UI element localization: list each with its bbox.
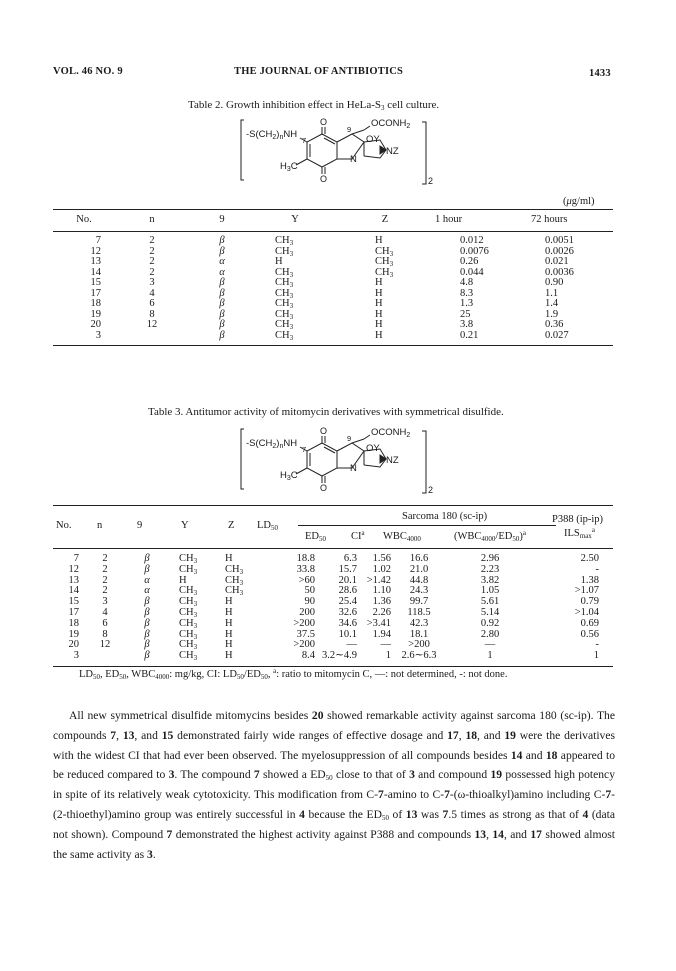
table3-header-y: Y (181, 520, 189, 531)
table-cell: $CH_3$ (275, 287, 294, 300)
structure-oy: OY (366, 134, 380, 145)
table-cell: 2 (149, 235, 155, 246)
table3-header-p388: P388 (ip-ip) (552, 514, 604, 525)
compound-number: 18 (68, 617, 79, 629)
table-cell: $CH_3$ (275, 298, 294, 310)
table-cell: $CH_3$ (179, 553, 198, 565)
table-cell: $CH_3$ (375, 266, 394, 279)
table-cell: 2 (149, 266, 155, 278)
table2-header-9: 9 (219, 214, 225, 225)
structure-nz: NZ (386, 455, 399, 466)
table-cell: 0.69 (580, 617, 599, 629)
table3-header-ils: $ILS_{max}^a$ (564, 526, 595, 540)
compound-number: 15 (90, 277, 101, 288)
table-cell: $CH_3$ (275, 245, 294, 258)
table-cell: 6.3 (343, 553, 357, 564)
table-cell: $CH_3$ (275, 277, 294, 289)
table-row (53, 247, 613, 258)
table-cell: — (380, 639, 391, 651)
table-cell: 2 (102, 553, 108, 564)
table3-header-ld50: $LD_{50}$ (257, 520, 278, 532)
table-cell: 50 (304, 585, 315, 597)
table-cell: β (144, 553, 150, 564)
table-row (53, 268, 613, 279)
table2-unit: (μg/ml) (563, 196, 595, 207)
table-cell: 10.1 (338, 628, 357, 640)
structure-chain-label: $-S(CH_2)_nNH$ (246, 129, 298, 141)
table-row (53, 310, 613, 321)
table-cell: 15.7 (338, 563, 357, 575)
table-row (53, 576, 613, 587)
table-cell: 0.012 (460, 235, 484, 246)
table-cell: H (225, 650, 233, 662)
table-cell: - (595, 563, 599, 575)
table-cell: 1.1 (545, 287, 559, 299)
compound-number: 19 (90, 308, 101, 320)
table-cell: 4 (149, 287, 155, 299)
table-cell: β (219, 319, 225, 330)
page-number: 1433 (589, 68, 611, 79)
table-cell: H (375, 235, 383, 246)
table-cell: 0.021 (545, 256, 569, 267)
table-cell: $CH_3$ (275, 319, 294, 331)
table-cell: >1.42 (366, 574, 391, 586)
table-cell: β (219, 287, 225, 299)
table-cell: 5.14 (480, 606, 500, 618)
table-row (53, 230, 613, 247)
table-cell: 3.2∼4.9 (321, 650, 357, 662)
table-cell: 2 (149, 256, 155, 267)
table-cell: >200 (293, 639, 315, 651)
table-cell: 25.4 (338, 596, 357, 608)
structure-o-bottom: O (320, 174, 328, 184)
table3-body (53, 549, 613, 665)
table-cell: β (219, 298, 225, 309)
table-row (53, 278, 613, 289)
table-cell: 8 (102, 628, 108, 640)
table-cell (87, 651, 123, 665)
compound-number: 17 (68, 606, 79, 618)
structure-nz: NZ (386, 146, 399, 157)
table-cell: 1 (487, 650, 493, 662)
table-cell: H (375, 277, 383, 288)
structure-position-7: 7 (302, 136, 307, 145)
table-cell: 0.0036 (545, 266, 574, 278)
table-cell: $CH_3$ (179, 585, 198, 598)
table-row (53, 299, 613, 310)
table3-header-n: n (97, 520, 103, 531)
table-cell: $CH_3$ (179, 650, 198, 663)
table-cell: 1.36 (372, 596, 391, 608)
table-cell: - (595, 639, 599, 651)
structure-n: N (350, 463, 357, 474)
structure-h3c: $H_3C$ (280, 470, 298, 482)
table3-bottom-rule (53, 666, 613, 667)
table-cell: 3 (102, 596, 108, 608)
table-cell: 2.23 (480, 563, 500, 575)
table-cell: H (375, 287, 383, 299)
table-cell: 4.8 (460, 277, 474, 288)
table-cell: $CH_3$ (179, 639, 198, 652)
table2-header-1hour: 1 hour (435, 214, 463, 225)
table-cell: 28.6 (338, 585, 357, 597)
compound-number: 12 (68, 563, 79, 575)
table-cell: β (144, 563, 150, 575)
table-cell: 1.38 (580, 574, 599, 586)
table-cell: α (144, 585, 150, 597)
table-cell: $CH_3$ (275, 329, 294, 342)
table-cell: 8 (149, 308, 155, 320)
table-cell: 1.3 (460, 298, 474, 309)
table-cell: 20.1 (338, 574, 357, 586)
table2-header-y: Y (291, 214, 299, 225)
structure-oconh2: $OCONH_2$ (371, 118, 411, 130)
table-cell: 118.5 (407, 606, 431, 618)
table-cell: 1.56 (372, 553, 391, 564)
table3-header-sarcoma: Sarcoma 180 (sc-ip) (402, 511, 488, 522)
table-row (53, 651, 613, 665)
table3-structure (240, 425, 440, 501)
table-cell: 0.0026 (545, 245, 574, 257)
table2-header-no: No. (76, 214, 92, 225)
table-cell: $CH_3$ (179, 617, 198, 630)
table2-header-row (53, 210, 613, 230)
table-cell: 1.94 (372, 628, 391, 640)
table-cell: >200 (408, 639, 430, 651)
table-cell: β (144, 628, 150, 640)
table-cell: 3.82 (480, 574, 500, 586)
table-cell: 2.50 (580, 553, 599, 564)
table-cell: >3.41 (366, 617, 391, 629)
table-cell: β (144, 650, 150, 662)
table-cell: 0.79 (580, 596, 599, 608)
footnote-text: $LD_{50}$, $ED_{50}$, $WBC_{4000}$: mg/kg, CI: $LD_{50}/ED_{50}$, $^a$: ratio to mitomycin C, —: not determined, -: not done. (79, 667, 508, 681)
structure-h3c: $H_3C$ (280, 161, 298, 173)
structure-position-9: 9 (347, 434, 352, 443)
body-paragraph: All new symmetrical disulfide mitomycins besides 20 showed remarkable activity against sarcoma 180 (sc-ip). The compounds 7, 13, and 15 demonstrated fairly wide ranges of effective dosage and 17, 18, and 19 were the derivatives with the widest CI that had ever been observed. The myelosuppression of all compounds besides 14 and 18 appeared to be reduced compared to 3. The compound 7 showed a $ED_{50}$ close to that of 3 and compound 19 possessed high potency in spite of its relatively weak cytotoxicity. This modification from C-7-amino to C-7-(ω-thioalkyl)amino including C-7-(2-thioethyl)amino group was entirely successful in 4 because the $ED_{50}$ of 13 was 7.5 times as strong as that of 4 (data not shown). Compound 7 demonstrated the highest activity against P388 and compounds 13, 14, and 17 showed almost the same activity as 3. (53, 709, 616, 861)
volume-number: VOL. 46 NO. 9 (53, 66, 123, 77)
table-cell: H (275, 256, 283, 267)
table-cell: 8.4 (301, 650, 315, 662)
table2-caption: Table 2. Growth inhibition effect in HeLa-$S_3$ cell culture. (188, 99, 440, 112)
table3-header-ed50: $ED_{50}$ (305, 531, 326, 543)
table-cell: $CH_3$ (375, 256, 394, 268)
table-row (53, 597, 613, 608)
table2-header-rule (53, 231, 613, 232)
table-cell: 2 (102, 585, 108, 597)
table-cell: H (225, 639, 233, 651)
table-cell: H (375, 319, 383, 330)
compound-number: 13 (90, 256, 101, 267)
table-cell (115, 331, 189, 345)
table-cell: β (144, 606, 150, 618)
table-cell: 12 (99, 639, 111, 651)
table-cell: >200 (293, 617, 315, 629)
table-cell: $CH_3$ (275, 235, 294, 247)
table-cell: H (225, 628, 233, 640)
table-cell: β (144, 617, 150, 629)
table-cell: β (219, 308, 225, 320)
table-cell: 0.21 (460, 329, 479, 341)
table2-structure (240, 116, 440, 192)
table-cell: H (225, 553, 233, 564)
table-cell: 0.56 (580, 628, 599, 640)
table-cell: H (225, 596, 233, 608)
table3-header-z: Z (228, 520, 235, 531)
compound-number: 7 (73, 553, 79, 564)
structure-o-top: O (320, 117, 328, 127)
table-cell: $CH_3$ (275, 308, 294, 321)
compound-number: 7 (95, 235, 101, 246)
table-cell: $CH_3$ (179, 596, 198, 609)
table-cell: 90 (304, 596, 315, 608)
table-cell: 25 (460, 308, 471, 320)
structure-oconh2: $OCONH_2$ (371, 427, 411, 439)
table-row (53, 549, 613, 565)
table-cell: α (144, 574, 150, 586)
table-cell: 12 (146, 319, 158, 330)
table-cell: $CH_3$ (179, 606, 198, 619)
table-cell: H (225, 617, 233, 629)
table-cell: 1 (385, 650, 391, 662)
table-cell: 3 (149, 277, 155, 288)
table-cell: 0.92 (480, 617, 500, 629)
table3-header-no: No. (56, 520, 72, 531)
table-cell: β (219, 329, 225, 341)
table-cell: β (219, 235, 225, 246)
table-row (53, 619, 613, 630)
compound-number: 3 (73, 650, 79, 662)
table-cell: >60 (298, 574, 315, 586)
structure-o-bottom: O (320, 483, 328, 493)
table-cell: 33.8 (296, 563, 315, 575)
table-cell: H (375, 329, 383, 341)
table-cell: >1.07 (574, 585, 599, 597)
table-cell: $CH_3$ (179, 628, 198, 641)
compound-number: 17 (90, 287, 101, 299)
table2-header-n: n (149, 214, 155, 225)
table3-header-ci: $CI^a$ (351, 529, 365, 542)
table-cell: 0.26 (460, 256, 479, 267)
table-cell: 2 (149, 245, 155, 257)
compound-number: 18 (90, 298, 101, 309)
table-cell: 24.3 (409, 585, 429, 597)
compound-number: 20 (68, 639, 79, 651)
table-cell: 1.02 (372, 563, 391, 575)
structure-chain-label: $-S(CH_2)_nNH$ (246, 438, 298, 450)
table-cell: 0.0076 (460, 245, 489, 257)
table-cell: β (144, 596, 150, 608)
compound-number: 12 (90, 245, 101, 257)
table-cell: 1.10 (372, 585, 391, 597)
table-cell: 99.7 (409, 596, 429, 608)
table-cell: $CH_3$ (225, 563, 244, 576)
table-cell: H (375, 298, 383, 309)
table-cell: 44.8 (409, 574, 429, 586)
table2-header-z: Z (381, 214, 389, 225)
table-cell: 32.6 (338, 606, 357, 618)
table2-bottom-rule (53, 345, 613, 346)
table-cell: 200 (299, 606, 315, 618)
table-cell: 1.4 (545, 298, 559, 309)
table-cell: 2.80 (480, 628, 500, 640)
table-cell: $CH_3$ (375, 245, 394, 258)
table-cell: β (219, 245, 225, 257)
table-cell: 6 (149, 298, 155, 309)
table-cell: $CH_3$ (225, 585, 244, 598)
table-cell: >1.04 (574, 606, 599, 618)
table-cell: β (219, 277, 225, 288)
structure-position-9: 9 (347, 125, 352, 134)
journal-name: THE JOURNAL OF ANTIBIOTICS (234, 66, 404, 77)
table3 (53, 549, 613, 665)
table-cell: 0.0051 (545, 235, 574, 246)
table-cell: 0.027 (545, 329, 569, 341)
table-cell: 1.9 (545, 308, 559, 320)
table3-header-wbc4000: $WBC_{4000}$ (383, 531, 421, 543)
table-row (53, 257, 613, 268)
structure-oy: OY (366, 443, 380, 454)
table-cell: $CH_3$ (179, 563, 198, 576)
table-row (53, 630, 613, 641)
table-cell: 0.044 (460, 266, 484, 278)
table-cell: $CH_3$ (225, 574, 244, 587)
table-cell: $CH_3$ (275, 266, 294, 279)
compound-number: 20 (90, 319, 101, 330)
table-cell: 4 (102, 606, 108, 618)
table2-header-72hours: 72 hours (531, 214, 568, 225)
table-cell: 2 (102, 574, 108, 586)
table3-caption: Table 3. Antitumor activity of mitomycin derivatives with symmetrical disulfide. (148, 406, 504, 418)
table-cell: 3.8 (460, 319, 474, 330)
table3-header-ratio: $(WBC_{4000}/ED_{50})^a$ (454, 529, 526, 543)
table-cell: 2.26 (372, 606, 391, 618)
table-cell: 2 (102, 563, 108, 575)
structure-position-7: 7 (302, 445, 307, 454)
table-cell: H (179, 574, 187, 586)
table-cell: 34.6 (338, 617, 357, 629)
table-cell: α (219, 266, 225, 278)
structure-n: N (350, 154, 357, 165)
compound-number: 14 (68, 585, 79, 597)
table-row (53, 320, 613, 331)
table2-body (53, 230, 613, 344)
table-cell: 18.8 (296, 553, 315, 564)
table-row (53, 608, 613, 619)
table-cell: 42.3 (409, 617, 429, 629)
table-row (53, 289, 613, 300)
table-cell: — (484, 639, 496, 651)
table3-sarcoma-rule (298, 525, 556, 526)
compound-number: 13 (68, 574, 79, 586)
table-cell: 2.6∼6.3 (401, 650, 437, 662)
compound-number: 14 (90, 266, 101, 278)
table-cell: 6 (102, 617, 108, 629)
table-row (53, 331, 613, 345)
table-row (53, 586, 613, 597)
table-cell: — (346, 639, 357, 651)
compound-number: 19 (68, 628, 79, 640)
table-row (53, 565, 613, 576)
table-cell: 0.36 (545, 319, 564, 330)
table-cell: 37.5 (296, 628, 315, 640)
table-cell: 1.05 (480, 585, 500, 597)
structure-dimer-count: 2 (428, 176, 434, 186)
table-cell: 1 (593, 650, 599, 662)
table-cell: 18.1 (409, 628, 429, 640)
structure-dimer-count: 2 (428, 485, 434, 495)
table-cell: 21.0 (409, 563, 429, 575)
structure-o-top: O (320, 426, 328, 436)
table-cell: H (375, 308, 383, 320)
table3-top-rule (53, 505, 613, 506)
table-cell: β (144, 639, 150, 651)
compound-number: 3 (95, 329, 101, 341)
table3-footnote (79, 669, 507, 680)
table-cell: 16.6 (409, 553, 429, 564)
table-cell: H (225, 606, 233, 618)
table-cell: α (219, 256, 225, 267)
table-cell: 0.90 (545, 277, 564, 288)
table3-header-9: 9 (137, 520, 143, 531)
compound-number: 15 (68, 596, 79, 608)
table-cell: 5.61 (480, 596, 500, 608)
table-cell: 8.3 (460, 287, 474, 299)
table-cell: 2.96 (480, 553, 500, 564)
